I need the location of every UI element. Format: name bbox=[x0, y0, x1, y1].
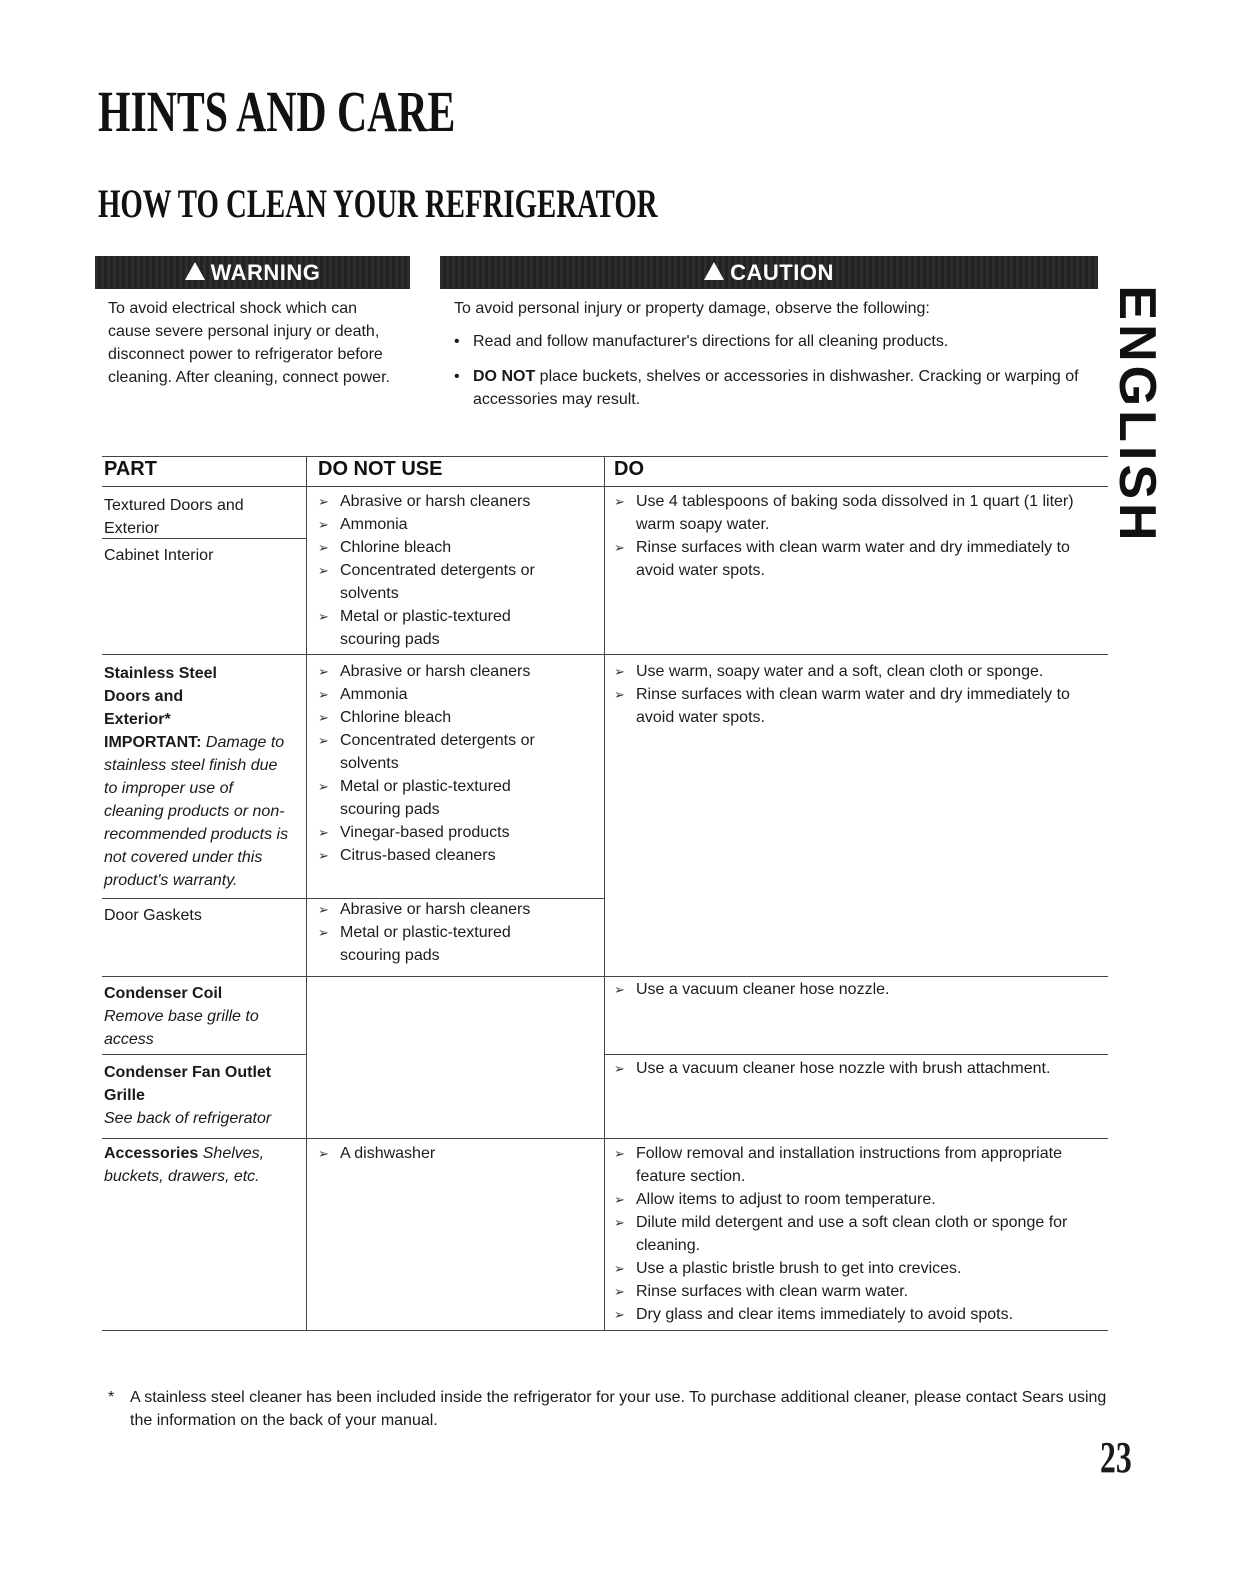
footnote-marker: * bbox=[108, 1389, 115, 1406]
list-item: ➢ Dilute mild detergent and use a soft clean cloth or sponge for cleaning. bbox=[614, 1211, 1106, 1257]
list-item: ➢ Citrus-based cleaners bbox=[318, 844, 588, 867]
list-item: ➢ Dry glass and clear items immediately to avoid spots. bbox=[614, 1303, 1104, 1326]
list-item: ➢ Use a vacuum cleaner hose nozzle. bbox=[614, 978, 1104, 1001]
bullet-dot-icon: • bbox=[454, 333, 460, 350]
table-rule bbox=[102, 1054, 306, 1055]
caution-banner bbox=[440, 256, 1098, 289]
list-item: ➢ Metal or plastic-textured scouring pads bbox=[318, 605, 550, 651]
list-item: ➢ Concentrated detergents or solvents bbox=[318, 729, 570, 775]
list-item: ➢ Chlorine bleach bbox=[318, 706, 588, 729]
table-rule bbox=[102, 976, 1108, 977]
caution-label: CAUTION bbox=[730, 259, 834, 285]
do-list bbox=[614, 1142, 1104, 1326]
list-item: ➢ Abrasive or harsh cleaners bbox=[318, 660, 588, 683]
list-item: ➢ Abrasive or harsh cleaners bbox=[318, 898, 588, 921]
table-rule bbox=[102, 1138, 1108, 1139]
list-item: ➢ Allow items to adjust to room temperature. bbox=[614, 1188, 1104, 1211]
table-column-rule bbox=[604, 456, 605, 1330]
warning-text: To avoid electrical shock which can cause severe personal injury or death, disconnect power to refrigerator before cleaning. After cleaning, connect power. bbox=[108, 300, 390, 386]
list-item: ➢ Abrasive or harsh cleaners bbox=[318, 490, 588, 513]
caution-intro: To avoid personal injury or property damage, observe the following: bbox=[454, 300, 930, 317]
table-rule bbox=[102, 456, 1108, 457]
warning-banner bbox=[95, 256, 410, 289]
warning-label: WARNING bbox=[210, 259, 321, 285]
list-item: ➢ Use a vacuum cleaner hose nozzle with brush attachment. bbox=[614, 1057, 1104, 1080]
section-title: HOW TO CLEAN YOUR REFRIGERATOR bbox=[98, 181, 658, 226]
do-list bbox=[614, 1057, 1104, 1080]
do-list bbox=[614, 490, 1104, 582]
list-item: ➢ Vinegar-based products bbox=[318, 821, 588, 844]
cleaning-table bbox=[102, 456, 1108, 1332]
list-item: ➢ Rinse surfaces with clean warm water. bbox=[614, 1280, 1104, 1303]
footnote-text: A stainless steel cleaner has been included inside the refrigerator for your use. To purchase additional cleaner, please contact Sears using the information on the back of your manual. bbox=[130, 1389, 1107, 1429]
list-item: ➢ Chlorine bleach bbox=[318, 536, 588, 559]
list-item: ➢ A dishwasher bbox=[318, 1142, 588, 1165]
list-item: ➢ Metal or plastic-textured scouring pads bbox=[318, 921, 550, 967]
list-item: ➢ Ammonia bbox=[318, 683, 588, 706]
do-not-use-list bbox=[318, 898, 588, 967]
warning-triangle-icon bbox=[185, 262, 205, 280]
do-list bbox=[614, 978, 1104, 1001]
list-item: ➢ Rinse surfaces with clean warm water and dry immediately to avoid water spots. bbox=[614, 683, 1096, 729]
caution-bullet: • DO NOT place buckets, shelves or accessories in dishwasher. Cracking or warping of accessories may result. bbox=[454, 365, 1084, 411]
list-item: ➢ Use warm, soapy water and a soft, clean cloth or sponge. bbox=[614, 660, 1104, 683]
header-do-not-use: DO NOT USE bbox=[318, 458, 443, 480]
list-item: ➢ Follow removal and installation instructions from appropriate feature section. bbox=[614, 1142, 1106, 1188]
language-side-label: ENGLISH bbox=[1108, 285, 1166, 545]
list-item: ➢ Ammonia bbox=[318, 513, 588, 536]
part-cabinet-interior: Cabinet Interior bbox=[104, 547, 214, 564]
part-stainless-steel: Stainless Steel Doors and Exterior* IMPORTANT: Damage to stainless steel finish due to improper use of cleaning products or non-recommended products is not covered under this product's warranty. bbox=[104, 665, 289, 889]
header-part: PART bbox=[104, 458, 157, 480]
part-condenser-coil: Condenser Coil Remove base grille to access bbox=[104, 985, 259, 1048]
table-rule bbox=[604, 1054, 1108, 1055]
table-rule bbox=[102, 654, 1108, 655]
table-bottom-rule bbox=[102, 1330, 1108, 1331]
do-not-use-list bbox=[318, 1142, 588, 1165]
list-item: ➢ Use a plastic bristle brush to get into crevices. bbox=[614, 1257, 1104, 1280]
page-title: HINTS AND CARE bbox=[98, 79, 456, 144]
list-item: ➢ Concentrated detergents or solvents bbox=[318, 559, 570, 605]
list-item: ➢ Use 4 tablespoons of baking soda dissolved in 1 quart (1 liter) warm soapy water. bbox=[614, 490, 1076, 536]
table-header-rule bbox=[102, 486, 1108, 487]
bullet-dot-icon: • bbox=[454, 368, 460, 385]
caution-triangle-icon bbox=[704, 262, 724, 280]
list-item: ➢ Rinse surfaces with clean warm water and dry immediately to avoid water spots. bbox=[614, 536, 1096, 582]
part-condenser-fan: Condenser Fan Outlet Grille See back of refrigerator bbox=[104, 1064, 272, 1127]
footnote bbox=[108, 1386, 1118, 1432]
do-not-use-list bbox=[318, 660, 588, 867]
list-item: ➢ Metal or plastic-textured scouring pads bbox=[318, 775, 550, 821]
table-column-rule bbox=[306, 456, 307, 1330]
do-list bbox=[614, 660, 1104, 729]
caution-bullet: • Read and follow manufacturer's directions for all cleaning products. bbox=[454, 330, 1084, 353]
page-number: 23 bbox=[1100, 1433, 1132, 1482]
do-not-use-list bbox=[318, 490, 588, 651]
header-do: DO bbox=[614, 458, 644, 480]
part-accessories: Accessories Shelves, buckets, drawers, etc. bbox=[104, 1145, 265, 1185]
part-door-gaskets: Door Gaskets bbox=[104, 907, 202, 924]
part-textured-doors: Textured Doors and Exterior bbox=[104, 497, 244, 537]
